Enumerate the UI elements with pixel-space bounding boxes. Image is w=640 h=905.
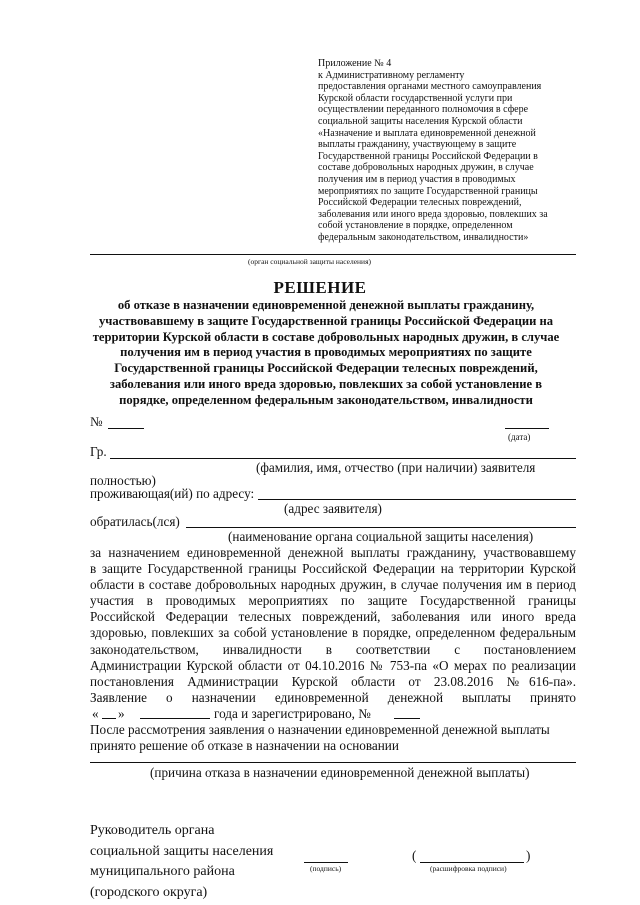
annex-line: «Назначение и выплата единовременной денежной xyxy=(318,127,536,139)
paragraph-line: участия в проводимых мероприятиях по защите Государственной границы xyxy=(90,593,576,609)
number-line[interactable] xyxy=(108,428,144,429)
annex-line: федеральным законодательством, инвалидности» xyxy=(318,231,529,243)
subtitle-line: заболевания или иного вреда здоровью, повлекших за собой установление в xyxy=(109,376,543,391)
reg-month-line[interactable] xyxy=(140,718,210,719)
sign-caption: (подпись) xyxy=(310,864,342,873)
applied-line[interactable] xyxy=(186,527,576,528)
reason-line[interactable] xyxy=(90,762,576,763)
quote-open: « xyxy=(92,706,99,721)
annex-line: осуществлении переданного полномочия в сфере xyxy=(318,104,529,116)
paragraph-line: здоровью, повлекших за собой установление в порядке, определенном федеральным xyxy=(90,625,576,641)
annex-block xyxy=(318,58,578,244)
applied-caption: (наименование органа социальной защиты населения) xyxy=(228,529,534,544)
signature-line: социальной защиты населения xyxy=(90,843,274,859)
decode-close: ) xyxy=(526,848,531,863)
paragraph-line: постановления Администрации Курской области от 23.08.2016 №616-па». xyxy=(90,673,576,689)
reg-text: года и зарегистрировано, № xyxy=(214,706,371,721)
decision-line-1: После рассмотрения заявления о назначении единовременной денежной выплаты xyxy=(90,722,550,737)
paragraph-line: за назначением единовременной денежной выплаты гражданину, участвовавшему xyxy=(90,545,576,560)
annex-line: предоставления органами местного самоуправления xyxy=(318,81,542,93)
org-caption: (орган социальной защиты населения) xyxy=(248,257,372,266)
subtitle-line: Государственной границы Российской Федерации телесных повреждений, xyxy=(114,361,538,376)
applied-label: обратилась(лся) xyxy=(90,514,180,529)
fio-caption: (фамилия, имя, отчество (при наличии) заявителя xyxy=(256,460,536,475)
subtitle-line: об отказе в назначении единовременной денежной выплаты гражданину, xyxy=(117,298,535,312)
document-subtitle xyxy=(70,298,582,409)
annex-line: Приложение № 4 xyxy=(318,58,392,69)
annex-line: социальной защиты населения Курской области xyxy=(318,115,523,127)
reg-day-line[interactable] xyxy=(102,718,116,719)
date-line[interactable] xyxy=(505,428,549,429)
subtitle-line: получения им в период участия в проводимых мероприятиях по защите xyxy=(120,345,532,360)
paragraph-line: в защите Государственной границы Российской Федерации на территории Курской xyxy=(90,561,576,577)
signature-line: муниципального района xyxy=(90,864,235,879)
paragraph-line: области в составе добровольных народных дружин, в случае получения им в период xyxy=(90,577,576,593)
subtitle-line: порядке, определенном федеральным законодательством, инвалидности xyxy=(119,392,533,407)
signature-line: Руководитель органа xyxy=(90,823,215,838)
sign-line[interactable] xyxy=(304,862,348,863)
citizen-line[interactable] xyxy=(110,458,576,459)
main-paragraph xyxy=(90,545,576,706)
address-label: проживающая(ий) по адресу: xyxy=(90,486,255,501)
reg-number-line[interactable] xyxy=(394,718,420,719)
annex-line: Курской области государственной услуги при xyxy=(318,92,513,104)
org-line xyxy=(90,254,576,255)
decision-line-2: принято решение об отказе в назначении на основании xyxy=(90,738,399,753)
signature-line: (городского округа) xyxy=(90,884,208,900)
annex-line: получения им в период участия в проводимых xyxy=(318,173,516,185)
annex-line: Государственной границы Российской Федерации в xyxy=(318,150,538,162)
annex-line: к Административному регламенту xyxy=(318,69,465,81)
fio-caption-cont: полностью) xyxy=(90,473,156,488)
address-line[interactable] xyxy=(258,499,576,500)
reason-caption: (причина отказа в назначении единовременной денежной выплаты) xyxy=(150,765,530,780)
subtitle-line: территории Курской области в составе добровольных народных дружин, в случае xyxy=(92,329,560,344)
date-caption: (дата) xyxy=(508,432,531,442)
paragraph-line: Российской Федерации телесных повреждений, заболевания или иного вреда xyxy=(90,609,576,625)
subtitle-line: участвовавшему в защите Государственной границы Российской Федерации на xyxy=(98,313,554,328)
signature-block xyxy=(90,821,273,903)
paragraph-line: законодательством, инвалидности в соответствии с постановлением xyxy=(90,641,576,657)
annex-line: Российской Федерации телесных повреждений, xyxy=(318,197,522,209)
annex-line: мероприятиях по защите Государственной границы xyxy=(318,185,538,197)
paragraph-line: Администрации Курской области от 04.10.2016 № 753-па «О мерах по реализации xyxy=(90,657,576,673)
annex-line: выплаты гражданину, участвующему в защите xyxy=(318,139,517,151)
citizen-label: Гр. xyxy=(90,444,107,459)
document-title: РЕШЕНИЕ xyxy=(273,278,367,297)
decode-caption: (расшифровка подписи) xyxy=(430,864,507,873)
annex-line: заболевания или иного вреда здоровью, повлекших за xyxy=(318,208,548,220)
decode-line[interactable] xyxy=(420,862,524,863)
number-label: № xyxy=(90,414,103,429)
annex-line: собой установление в порядке, определенном xyxy=(318,220,513,232)
decode-open: ( xyxy=(412,848,417,863)
quote-close: » xyxy=(118,706,125,721)
annex-line: составе добровольных народных дружин, в случае xyxy=(318,162,534,174)
paragraph-line: Заявление о назначении единовременной денежной выплаты принято xyxy=(90,689,576,705)
address-caption: (адрес заявителя) xyxy=(284,501,382,516)
